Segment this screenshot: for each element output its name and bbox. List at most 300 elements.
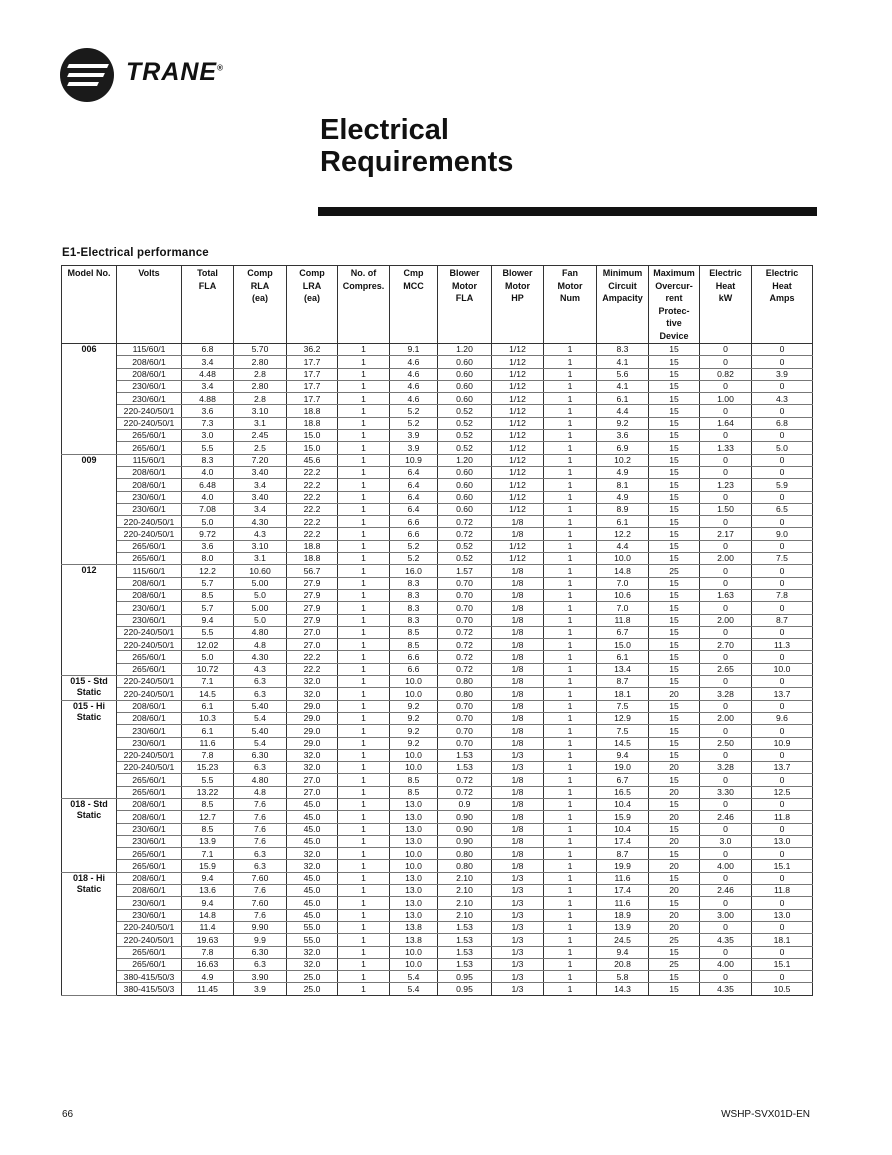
- table-cell: 230/60/1: [117, 491, 182, 503]
- table-cell: 1/8: [492, 663, 544, 675]
- table-cell: 1: [338, 663, 390, 675]
- table-row: [62, 614, 813, 626]
- table-cell: 1/8: [492, 589, 544, 601]
- table-cell: 265/60/1: [117, 540, 182, 552]
- table-cell: 27.0: [287, 639, 338, 651]
- table-cell: 0.80: [438, 848, 492, 860]
- table-header-row: [62, 266, 813, 344]
- brand-name: TRANE®: [126, 58, 225, 86]
- table-cell: 7.8: [182, 749, 234, 761]
- table-cell: 7.60: [234, 897, 287, 909]
- table-cell: 4.0: [182, 491, 234, 503]
- table-cell: 27.9: [287, 577, 338, 589]
- table-cell: 1: [338, 368, 390, 380]
- table-cell: 230/60/1: [117, 725, 182, 737]
- table-cell: 1/12: [492, 503, 544, 515]
- table-cell: 15: [649, 380, 700, 392]
- table-cell: 9.72: [182, 528, 234, 540]
- table-cell: 1: [544, 786, 597, 798]
- table-cell: 4.6: [390, 368, 438, 380]
- table-cell: 208/60/1: [117, 577, 182, 589]
- column-header-line: Fan: [561, 268, 578, 278]
- table-cell: 2.10: [438, 897, 492, 909]
- table-cell: 0: [700, 946, 752, 958]
- table-cell: 230/60/1: [117, 503, 182, 515]
- table-cell: 32.0: [287, 749, 338, 761]
- table-cell: 22.2: [287, 503, 338, 515]
- table-cell: 22.2: [287, 479, 338, 491]
- table-cell: 15: [649, 774, 700, 786]
- table-cell: 4.9: [597, 491, 649, 503]
- table-cell: 13.7: [752, 762, 813, 774]
- title-rule: [318, 207, 817, 216]
- table-cell: 1: [544, 614, 597, 626]
- table-cell: 15: [649, 749, 700, 761]
- table-cell: 4.00: [700, 860, 752, 872]
- column-header-line: FLA: [198, 280, 217, 291]
- table-cell: 1/3: [492, 762, 544, 774]
- table-cell: 0: [700, 356, 752, 368]
- table-cell: 6.6: [390, 516, 438, 528]
- table-row: [62, 454, 813, 466]
- table-cell: 13.0: [390, 798, 438, 810]
- table-cell: 5.0: [182, 516, 234, 528]
- table-cell: 14.8: [182, 909, 234, 921]
- table-cell: 265/60/1: [117, 430, 182, 442]
- table-cell: 1: [338, 344, 390, 356]
- model-number-cell: [62, 700, 117, 798]
- table-cell: 1: [338, 589, 390, 601]
- table-row: [62, 983, 813, 995]
- table-cell: 1/3: [492, 958, 544, 970]
- table-cell: 1: [338, 676, 390, 688]
- column-header-line: (ea): [303, 293, 320, 303]
- table-cell: 6.30: [234, 946, 287, 958]
- column-header: [544, 266, 597, 344]
- table-cell: 265/60/1: [117, 958, 182, 970]
- table-cell: 1.50: [700, 503, 752, 515]
- table-cell: 0.52: [438, 430, 492, 442]
- table-cell: 0: [700, 577, 752, 589]
- table-cell: 5.4: [234, 737, 287, 749]
- column-header-line: Model No.: [67, 268, 111, 278]
- table-cell: 15: [649, 491, 700, 503]
- table-cell: 3.90: [234, 971, 287, 983]
- table-cell: 0: [752, 823, 813, 835]
- table-row: [62, 725, 813, 737]
- table-cell: 15.9: [182, 860, 234, 872]
- table-cell: 20: [649, 909, 700, 921]
- table-cell: 2.80: [234, 380, 287, 392]
- table-cell: 7.0: [597, 602, 649, 614]
- table-row: [62, 958, 813, 970]
- table-cell: 0.72: [438, 626, 492, 638]
- table-cell: 1: [544, 885, 597, 897]
- table-cell: 13.0: [390, 909, 438, 921]
- table-cell: 3.10: [234, 540, 287, 552]
- table-cell: 12.9: [597, 712, 649, 724]
- table-cell: 9.2: [390, 712, 438, 724]
- table-cell: 0: [752, 946, 813, 958]
- model-number-cell: [62, 565, 117, 676]
- model-number-line: 006: [81, 344, 97, 354]
- table-cell: 1: [544, 712, 597, 724]
- table-cell: 1/3: [492, 885, 544, 897]
- table-cell: 6.1: [597, 393, 649, 405]
- table-cell: 32.0: [287, 946, 338, 958]
- table-cell: 2.10: [438, 872, 492, 884]
- table-cell: 230/60/1: [117, 909, 182, 921]
- table-cell: 15: [649, 725, 700, 737]
- table-cell: 208/60/1: [117, 700, 182, 712]
- model-number-line: 018 - Std: [70, 798, 108, 809]
- table-cell: 220-240/50/1: [117, 626, 182, 638]
- table-cell: 1/8: [492, 602, 544, 614]
- table-cell: 9.2: [390, 737, 438, 749]
- table-cell: 9.6: [752, 712, 813, 724]
- table-cell: 1: [544, 737, 597, 749]
- table-cell: 11.6: [597, 897, 649, 909]
- table-cell: 10.0: [390, 749, 438, 761]
- table-cell: 6.7: [597, 774, 649, 786]
- table-cell: 115/60/1: [117, 454, 182, 466]
- table-cell: 1/8: [492, 725, 544, 737]
- table-cell: 6.8: [182, 344, 234, 356]
- table-cell: 1.64: [700, 417, 752, 429]
- column-header-line: (ea): [251, 293, 268, 303]
- table-cell: 15: [649, 823, 700, 835]
- column-header-line: Amps: [769, 293, 795, 303]
- column-header-line: Comp: [247, 268, 273, 278]
- table-cell: 3.1: [234, 553, 287, 565]
- column-header: [390, 266, 438, 344]
- table-cell: 8.0: [182, 553, 234, 565]
- table-cell: 1: [338, 897, 390, 909]
- table-cell: 7.6: [234, 909, 287, 921]
- table-cell: 0.95: [438, 971, 492, 983]
- table-cell: 10.9: [390, 454, 438, 466]
- table-row: [62, 762, 813, 774]
- table-cell: 55.0: [287, 921, 338, 933]
- table-cell: 0.52: [438, 540, 492, 552]
- table-cell: 0.60: [438, 368, 492, 380]
- table-cell: 230/60/1: [117, 823, 182, 835]
- table-cell: 1/3: [492, 971, 544, 983]
- table-cell: 0: [700, 565, 752, 577]
- table-cell: 29.0: [287, 737, 338, 749]
- table-cell: 11.4: [182, 921, 234, 933]
- column-header-line: Ampacity: [602, 293, 643, 303]
- table-cell: 1: [544, 528, 597, 540]
- table-cell: 5.0: [234, 589, 287, 601]
- table-cell: 1: [338, 442, 390, 454]
- table-cell: 15: [649, 983, 700, 995]
- table-cell: 7.08: [182, 503, 234, 515]
- table-cell: 4.6: [390, 393, 438, 405]
- table-cell: 1.20: [438, 454, 492, 466]
- table-cell: 4.4: [597, 540, 649, 552]
- table-cell: 12.5: [752, 786, 813, 798]
- table-cell: 6.1: [182, 725, 234, 737]
- table-cell: 12.2: [182, 565, 234, 577]
- table-cell: 6.3: [234, 848, 287, 860]
- table-row: [62, 639, 813, 651]
- table-cell: 6.5: [752, 503, 813, 515]
- table-cell: 2.8: [234, 393, 287, 405]
- table-cell: 13.0: [752, 909, 813, 921]
- table-cell: 0: [700, 491, 752, 503]
- table-cell: 1/8: [492, 700, 544, 712]
- table-cell: 15: [649, 602, 700, 614]
- table-cell: 1: [544, 835, 597, 847]
- table-cell: 0: [752, 626, 813, 638]
- model-number-line: 018 - Hi: [72, 872, 105, 883]
- table-cell: 5.4: [234, 712, 287, 724]
- table-cell: 1: [338, 479, 390, 491]
- table-cell: 9.0: [752, 528, 813, 540]
- table-cell: 4.30: [234, 651, 287, 663]
- table-cell: 220-240/50/1: [117, 934, 182, 946]
- table-cell: 11.8: [597, 614, 649, 626]
- table-cell: 18.8: [287, 405, 338, 417]
- table-row: [62, 909, 813, 921]
- table-cell: 1: [544, 749, 597, 761]
- table-cell: 14.5: [597, 737, 649, 749]
- table-cell: 10.72: [182, 663, 234, 675]
- table-cell: 0: [752, 897, 813, 909]
- table-cell: 7.6: [234, 798, 287, 810]
- table-cell: 1: [338, 958, 390, 970]
- table-cell: 16.5: [597, 786, 649, 798]
- table-cell: 9.4: [597, 749, 649, 761]
- table-row: [62, 565, 813, 577]
- table-cell: 20: [649, 762, 700, 774]
- table-cell: 2.00: [700, 553, 752, 565]
- column-header: [752, 266, 813, 344]
- table-cell: 3.0: [182, 430, 234, 442]
- table-cell: 1: [338, 503, 390, 515]
- table-cell: 2.80: [234, 356, 287, 368]
- table-cell: 1: [338, 921, 390, 933]
- table-cell: 0: [700, 921, 752, 933]
- table-cell: 0: [752, 798, 813, 810]
- table-cell: 6.1: [182, 700, 234, 712]
- table-cell: 0: [752, 749, 813, 761]
- table-cell: 15: [649, 442, 700, 454]
- table-cell: 27.9: [287, 602, 338, 614]
- table-cell: 7.5: [597, 700, 649, 712]
- table-cell: 6.6: [390, 663, 438, 675]
- table-cell: 6.6: [390, 528, 438, 540]
- table-cell: 1: [544, 553, 597, 565]
- table-cell: 0.70: [438, 577, 492, 589]
- table-cell: 10.0: [390, 946, 438, 958]
- table-cell: 1: [544, 934, 597, 946]
- column-header-line: Blower: [502, 268, 533, 278]
- table-cell: 0: [752, 491, 813, 503]
- table-cell: 10.0: [390, 762, 438, 774]
- table-cell: 15.1: [752, 958, 813, 970]
- table-cell: 1: [544, 909, 597, 921]
- table-row: [62, 466, 813, 478]
- table-cell: 18.8: [287, 540, 338, 552]
- table-cell: 1: [544, 762, 597, 774]
- table-cell: 10.0: [390, 860, 438, 872]
- table-cell: 17.7: [287, 380, 338, 392]
- table-cell: 3.40: [234, 466, 287, 478]
- table-cell: 1: [338, 909, 390, 921]
- table-cell: 1: [544, 380, 597, 392]
- table-cell: 10.0: [390, 848, 438, 860]
- table-cell: 7.6: [234, 823, 287, 835]
- table-cell: 0: [700, 466, 752, 478]
- table-cell: 25: [649, 934, 700, 946]
- table-cell: 11.8: [752, 811, 813, 823]
- table-cell: 15.0: [597, 639, 649, 651]
- table-row: [62, 393, 813, 405]
- table-cell: 45.0: [287, 909, 338, 921]
- table-cell: 3.4: [182, 356, 234, 368]
- table-cell: 1/12: [492, 442, 544, 454]
- table-cell: 20: [649, 835, 700, 847]
- table-cell: 18.1: [597, 688, 649, 700]
- table-cell: 1: [338, 565, 390, 577]
- table-cell: 208/60/1: [117, 356, 182, 368]
- table-cell: 1/8: [492, 848, 544, 860]
- table-row: [62, 405, 813, 417]
- table-cell: 220-240/50/1: [117, 405, 182, 417]
- table-row: [62, 651, 813, 663]
- table-row: [62, 885, 813, 897]
- table-cell: 17.4: [597, 885, 649, 897]
- table-cell: 1: [544, 442, 597, 454]
- table-row: [62, 516, 813, 528]
- table-cell: 9.1: [390, 344, 438, 356]
- table-cell: 29.0: [287, 725, 338, 737]
- table-cell: 12.02: [182, 639, 234, 651]
- table-cell: 15: [649, 540, 700, 552]
- table-cell: 1: [338, 835, 390, 847]
- table-cell: 0.72: [438, 774, 492, 786]
- table-cell: 265/60/1: [117, 786, 182, 798]
- table-cell: 9.90: [234, 921, 287, 933]
- table-cell: 1: [338, 540, 390, 552]
- table-cell: 1/12: [492, 356, 544, 368]
- table-cell: 2.00: [700, 614, 752, 626]
- table-cell: 0: [752, 872, 813, 884]
- table-cell: 0: [700, 798, 752, 810]
- column-header-line: Total: [197, 268, 218, 278]
- table-cell: 0: [700, 725, 752, 737]
- table-cell: 1: [544, 823, 597, 835]
- table-cell: 29.0: [287, 700, 338, 712]
- table-cell: 10.0: [390, 958, 438, 970]
- table-cell: 0.60: [438, 356, 492, 368]
- table-cell: 1/12: [492, 368, 544, 380]
- table-cell: 22.2: [287, 663, 338, 675]
- table-cell: 0: [700, 516, 752, 528]
- table-cell: 1: [544, 405, 597, 417]
- table-row: [62, 946, 813, 958]
- table-cell: 0.9: [438, 798, 492, 810]
- table-cell: 230/60/1: [117, 602, 182, 614]
- table-cell: 1: [544, 663, 597, 675]
- table-cell: 15: [649, 577, 700, 589]
- table-cell: 0.90: [438, 823, 492, 835]
- table-cell: 22.2: [287, 651, 338, 663]
- table-cell: 1: [338, 577, 390, 589]
- table-cell: 11.45: [182, 983, 234, 995]
- table-row: [62, 417, 813, 429]
- table-cell: 3.0: [700, 835, 752, 847]
- column-header-line: Heat: [715, 280, 736, 291]
- table-cell: 0.70: [438, 737, 492, 749]
- table-cell: 265/60/1: [117, 651, 182, 663]
- table-cell: 15: [649, 946, 700, 958]
- table-cell: 1: [544, 344, 597, 356]
- table-cell: 13.0: [390, 823, 438, 835]
- table-cell: 1/8: [492, 835, 544, 847]
- table-cell: 1: [544, 466, 597, 478]
- table-cell: 1/12: [492, 344, 544, 356]
- table-cell: 0.70: [438, 602, 492, 614]
- table-row: [62, 368, 813, 380]
- table-cell: 3.00: [700, 909, 752, 921]
- table-cell: 15: [649, 503, 700, 515]
- table-cell: 1: [544, 577, 597, 589]
- table-cell: 220-240/50/1: [117, 688, 182, 700]
- table-cell: 10.0: [597, 553, 649, 565]
- table-cell: 0: [752, 700, 813, 712]
- table-cell: 1/8: [492, 676, 544, 688]
- column-header-line: Blower: [449, 268, 480, 278]
- table-cell: 6.3: [234, 688, 287, 700]
- table-cell: 1.53: [438, 762, 492, 774]
- table-cell: 1: [544, 516, 597, 528]
- table-cell: 4.9: [597, 466, 649, 478]
- table-row: [62, 848, 813, 860]
- table-cell: 1/12: [492, 553, 544, 565]
- model-number-line: Static: [76, 809, 102, 820]
- table-cell: 0: [700, 823, 752, 835]
- table-cell: 0: [700, 774, 752, 786]
- table-cell: 1: [338, 885, 390, 897]
- table-row: [62, 503, 813, 515]
- table-cell: 0: [752, 454, 813, 466]
- table-cell: 6.3: [234, 676, 287, 688]
- table-cell: 2.50: [700, 737, 752, 749]
- table-cell: 1: [338, 688, 390, 700]
- table-cell: 208/60/1: [117, 479, 182, 491]
- table-cell: 13.7: [752, 688, 813, 700]
- table-cell: 0.52: [438, 417, 492, 429]
- table-cell: 1/8: [492, 639, 544, 651]
- table-cell: 6.4: [390, 466, 438, 478]
- table-cell: 3.6: [182, 405, 234, 417]
- table-cell: 8.3: [597, 344, 649, 356]
- table-cell: 1/12: [492, 417, 544, 429]
- table-cell: 15: [649, 516, 700, 528]
- table-cell: 0: [700, 380, 752, 392]
- table-cell: 7.6: [234, 885, 287, 897]
- table-cell: 9.4: [182, 897, 234, 909]
- table-cell: 4.48: [182, 368, 234, 380]
- table-cell: 13.0: [390, 811, 438, 823]
- table-cell: 7.3: [182, 417, 234, 429]
- table-cell: 1.63: [700, 589, 752, 601]
- table-cell: 20: [649, 811, 700, 823]
- trane-logo: [60, 48, 240, 104]
